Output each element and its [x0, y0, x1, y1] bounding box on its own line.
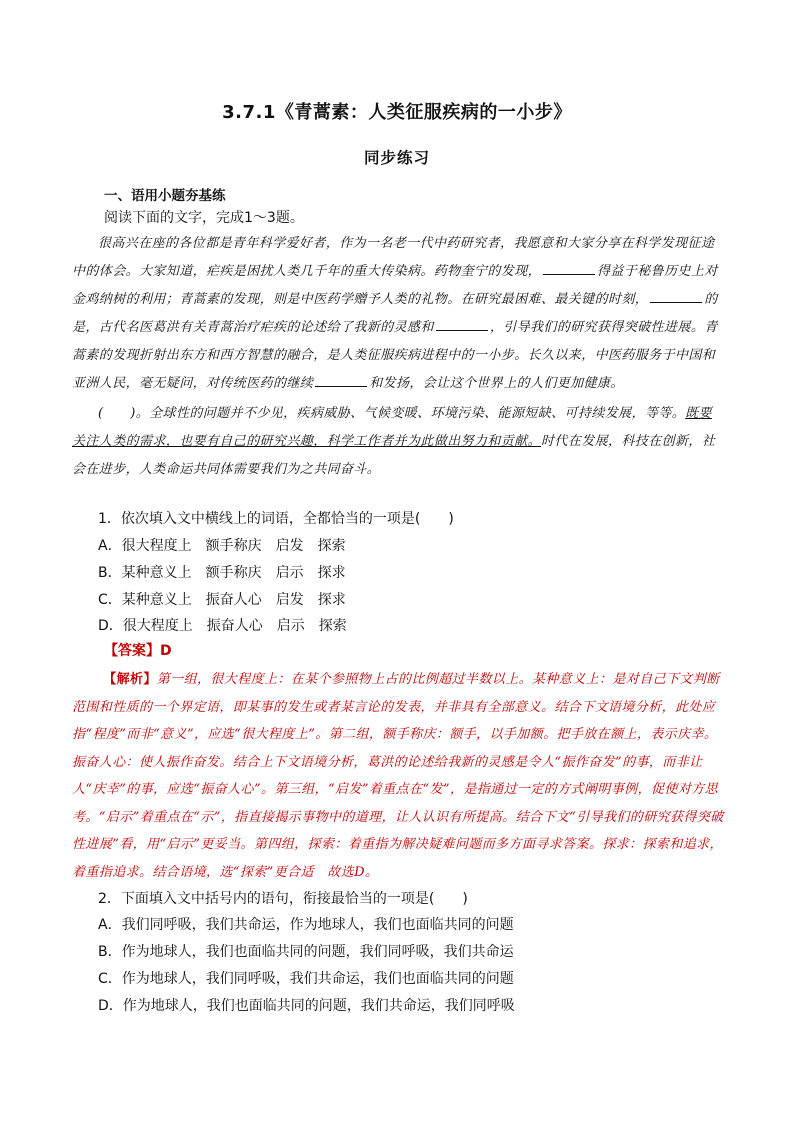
option-word: 探索 — [317, 538, 346, 554]
answer-tag: 【答案】 — [104, 643, 160, 659]
option-text: 作为地球人，我们也面临共同的问题，我们同呼吸，我们共命运 — [121, 944, 514, 960]
question-2-option-a[interactable] — [98, 914, 528, 934]
option-word: 额手称庆 — [205, 538, 262, 554]
option-word: 某种意义上 — [121, 592, 192, 608]
passage-text: 很高兴在座的各位都是青年科学爱好者，作为一名老一代中药研究者，我愿意和大家分享在科学发现征途中的体会。大家知道，疟疾是困扰人类几千年的重大传染病。药物奎宁的发现， — [72, 236, 715, 279]
passage-text: ，引导我们的研究获得突破性进展。青蒿素的发现折射出东方和西方智慧的融合，是人类征服疾病进程中的一小步。长久以来，中医药服务于中国和亚洲人民，毫无疑问，对传统医药的继续 — [72, 320, 718, 391]
option-word: 启发 — [275, 592, 304, 608]
passage-paragraph — [72, 230, 724, 398]
option-word: 启示 — [276, 618, 305, 634]
option-label: B． — [98, 944, 122, 960]
option-word: 某种意义上 — [121, 565, 192, 581]
question-1-stem: 1．依次填入文中横线上的词语，全都恰当的一项是( ) — [98, 511, 454, 527]
passage-text: ( )。全球性的问题并不少见，疾病威胁、气候变暖、环境污染、能源短缺、可持续发展，等等。 — [98, 406, 686, 421]
explanation-tag: 【解析】 — [103, 672, 157, 687]
fill-blank — [650, 290, 702, 303]
option-text: 作为地球人，我们也面临共同的问题，我们共命运，我们同呼吸 — [122, 998, 515, 1014]
option-word: 很大程度上 — [122, 618, 193, 634]
question-1-option-d[interactable] — [98, 615, 361, 635]
passage-text: 和发扬，会让这个世界上的人们更加健康。 — [369, 376, 624, 391]
reading-passage — [72, 230, 724, 484]
option-word: 启示 — [275, 565, 304, 581]
answer-line — [104, 640, 172, 660]
option-word: 启发 — [275, 538, 304, 554]
passage-text: 时代在发展，科技在创新，社会在进步，人类命运共同体需要我们为之共同奋斗。 — [72, 434, 716, 477]
passage-text: 的是，古代名医葛洪有关青蒿治疗疟疾的论述给了我新的灵感和 — [72, 292, 718, 335]
option-text: 作为地球人，我们同呼吸，我们共命运，我们也面临共同的问题 — [121, 971, 514, 987]
option-label: B． — [98, 565, 122, 581]
option-word: 振奋人心 — [206, 618, 263, 634]
fill-blank — [315, 374, 367, 387]
option-label: A． — [98, 538, 122, 554]
question-2-option-d[interactable] — [98, 995, 529, 1015]
question-2-option-b[interactable] — [98, 941, 528, 961]
explanation-block — [72, 666, 724, 886]
option-word: 振奋人心 — [205, 592, 262, 608]
question-2-stem: 2．下面填入文中括号内的语句，衔接最恰当的一项是( ) — [98, 891, 468, 907]
question-2-option-c[interactable] — [98, 968, 528, 988]
option-label: D． — [98, 998, 123, 1014]
option-word: 探索 — [318, 618, 347, 634]
explanation-paragraph — [72, 666, 724, 886]
option-label: C． — [98, 592, 122, 608]
explanation-text: 第一组，很大程度上：在某个参照物上占的比例超过半数以上。某种意义上：是对自己下文判断范围和性质的一个界定语，即某事的发生或者某言论的发表，并非具有全部意义。结合下文语境分析，此处应指“程度”而非“意义”，应选“很大程度上”。第二组，额手称庆：额手，以手加额。把手放在额上，表示庆幸。振奋人心：使人振作奋发。结合上下文语境分析，葛洪的论述给我新的灵感是令人“振作奋发”的事，而非让人“庆幸”的事，应选“振奋人心”。第三组，“启发”着重点在“发”，是指通过一定的方式阐明事例，促使对方思考。“启示”着重点在“示”，指直接揭示事物中的道理，让人认识有所提高。结合下文“引导我们的研究获得突破性进展”看，用“启示”更妥当。第四组，探索：着重指为解决疑难问题而多方面寻求答案。探求：探索和追求，着重指追求。结合语境，选“探索”更合适 故选D。 — [72, 672, 724, 880]
passage-paragraph — [72, 400, 724, 484]
question-1-option-c[interactable] — [98, 589, 360, 609]
option-word: 额手称庆 — [205, 565, 262, 581]
fill-blank — [436, 318, 488, 331]
question-1-option-a[interactable] — [98, 535, 360, 555]
option-word: 很大程度上 — [121, 538, 192, 554]
option-label: D． — [98, 618, 123, 634]
option-text: 我们同呼吸，我们共命运，作为地球人，我们也面临共同的问题 — [121, 917, 514, 933]
question-1-option-b[interactable] — [98, 562, 360, 582]
document-subtitle: 同步练习 — [363, 149, 430, 167]
document-title: 3.7.1《青蒿素：人类征服疾病的一小步》 — [222, 102, 572, 123]
underlined-sentence: 既要关注人类的需求，也要有自己的研究兴趣，科学工作者并为此做出努力和贡献。 — [72, 406, 712, 449]
option-label: A． — [98, 917, 122, 933]
passage-text: 得益于秘鲁历史上对金鸡纳树的利用；青蒿素的发现，则是中医药学赠予人类的礼物。在研究最困难、最关键的时刻， — [72, 264, 718, 307]
reading-instruction: 阅读下面的文字，完成1～3题。 — [104, 210, 304, 226]
answer-value: D — [160, 643, 172, 659]
option-word: 探求 — [317, 565, 346, 581]
fill-blank — [543, 262, 595, 275]
option-label: C． — [98, 971, 122, 987]
section-heading: 一、语用小题夯基练 — [104, 188, 226, 204]
option-word: 探求 — [317, 592, 346, 608]
